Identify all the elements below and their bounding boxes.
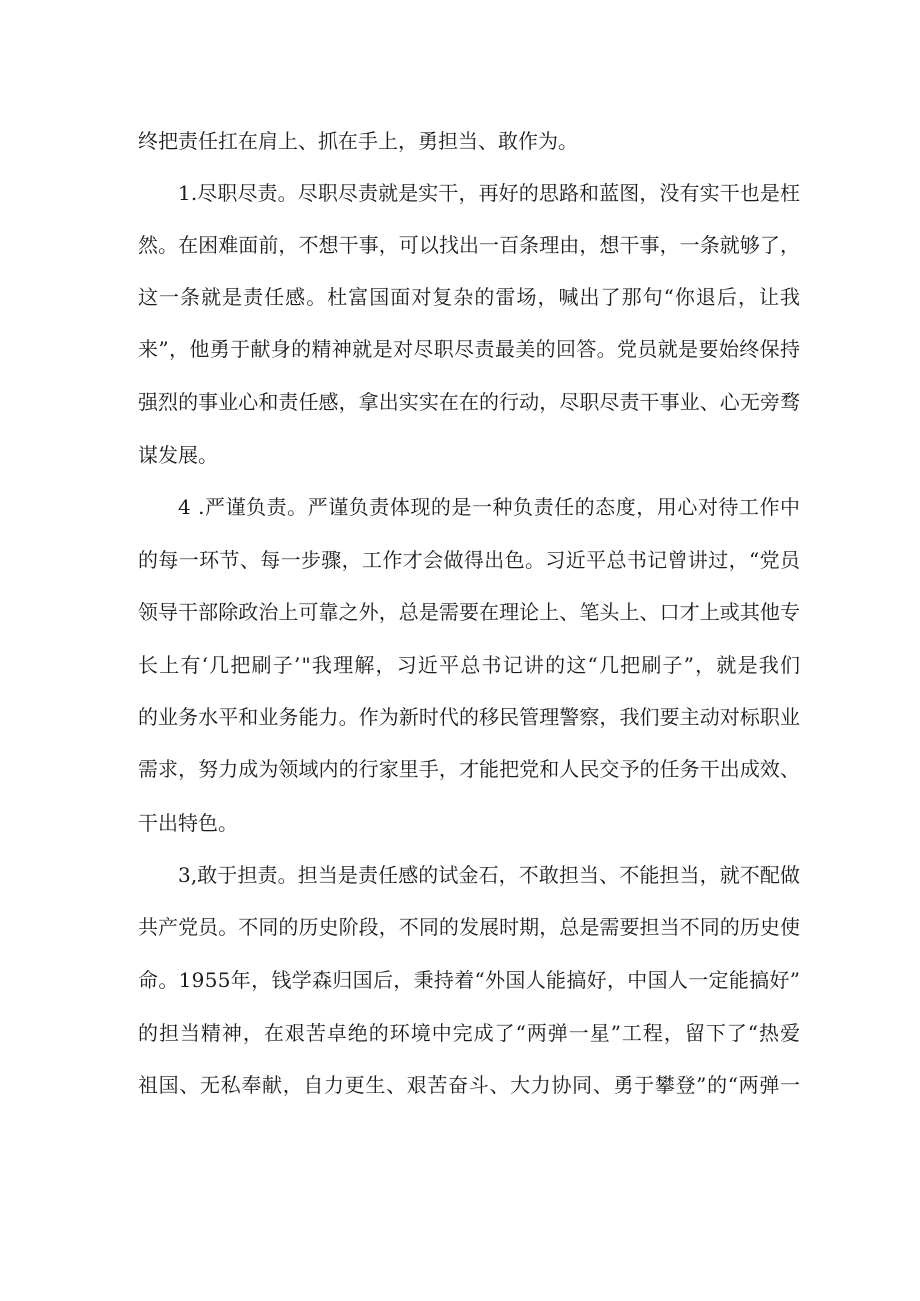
line-text: 的每一环节、每一步骤，工作才会做得出色。习近平总书记曾讲过，“党员 [138, 548, 801, 572]
line-text: 领导干部除政治上可靠之外，总是需要在理论上、笔头上、口才上或其他专 [138, 600, 801, 624]
line-text: 强烈的事业心和责任感，拿出实实在在的行动，尽职尽责干事业、心无旁骛 [138, 390, 801, 414]
line-text: 的担当精神，在艰苦卓绝的环境中完成了“两弹一星”工程，留下了“热爱 [138, 1021, 801, 1045]
line-text: 3,敢于担责。担当是责任感的试金石，不敢担当、不能担当，就不配做 [178, 863, 801, 887]
line-text: 4 .严谨负责。严谨负责体现的是一种负责任的态度，用心对待工作中 [178, 495, 801, 519]
line-text: 然。在困难面前，不想干事，可以找出一百条理由，想干事，一条就够了， [138, 233, 801, 257]
line-text: 1.尽职尽责。尽职尽责就是实干，再好的思路和蓝图，没有实干也是枉 [178, 181, 801, 205]
line-text: 需求，努力成为领域内的行家里手，才能把党和人民交予的任务干出成效、 [138, 757, 801, 781]
line-text: 祖国、无私奉献，自力更生、艰苦奋斗、大力协同、勇于攀登”的“两弹一 [138, 1073, 801, 1097]
line-text: 命。1955年，钱学森归国后，秉持着“外国人能搞好，中国人一定能搞好” [138, 968, 801, 992]
line-text: 来”，他勇于献身的精神就是对尽职尽责最美的回答。党员就是要始终保持 [138, 337, 801, 361]
line-text: 的业务水平和业务能力。作为新时代的移民管理警察，我们要主动对标职业 [138, 705, 801, 729]
line-text: 共产党员。不同的历史阶段，不同的发展时期，总是需要担当不同的历史使 [138, 915, 801, 939]
line-text: 干出特色。 [138, 811, 238, 835]
line-text: 这一条就是责任感。杜富国面对复杂的雷场，喊出了那句“你退后，让我 [138, 285, 802, 309]
line-text: 谋发展。 [138, 443, 218, 467]
line-text: 终把责任扛在肩上、抓在手上，勇担当、敢作为。 [138, 129, 578, 153]
line-text: 长上有‘几把刷子’"我理解，习近平总书记讲的这“几把刷子”，就是我们 [138, 653, 802, 677]
